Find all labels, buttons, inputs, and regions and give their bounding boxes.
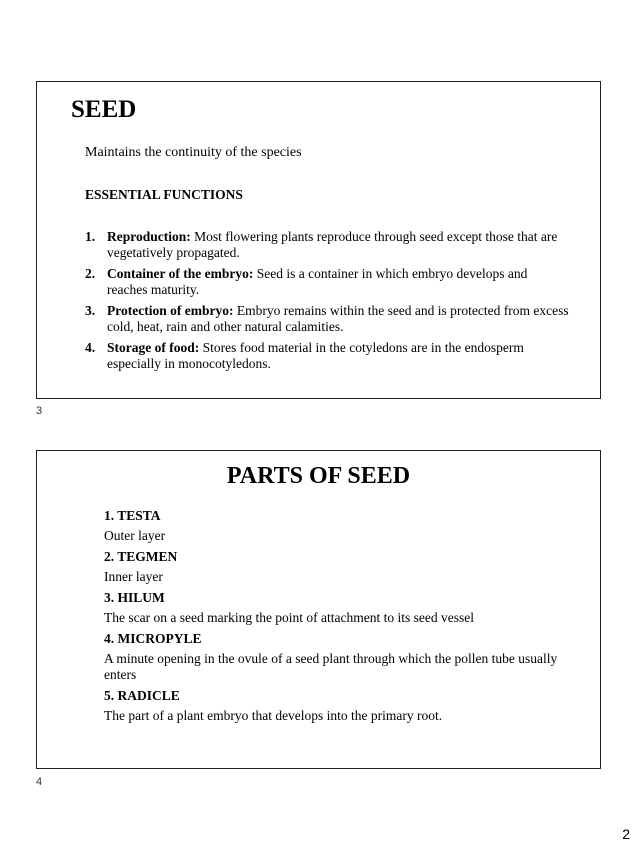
part-name: 3. HILUM [104,590,165,605]
list-item-body [107,303,569,335]
part-name: 1. TESTA [104,508,161,523]
list-item [85,266,569,298]
list-item-number: 4. [85,340,96,355]
list-item-body [107,229,569,261]
part-name: 2. TEGMEN [104,549,178,564]
list-item [104,687,584,724]
list-item-term: Container of the embryo: [107,266,254,281]
slide-title: SEED [71,96,137,123]
part-description: Outer layer [104,528,166,543]
list-item-text: Seed is a container in which embryo develops and reaches maturity. [107,266,528,297]
part-description: The part of a plant embryo that develops into the primary root. [104,708,443,723]
page-number: 2 [622,826,630,842]
list-item [85,229,569,261]
list-item [85,340,569,372]
list-item [85,303,569,335]
list-item-term: Storage of food: [107,340,200,355]
list-item-term: Reproduction: [107,229,191,244]
list-item [104,548,584,585]
list-item [104,630,584,683]
slide-number: 3 [36,405,43,417]
slide-number: 4 [36,776,43,788]
slide-parts-of-seed [36,450,601,769]
list-item-number: 2. [85,266,96,281]
part-name: 5. RADICLE [104,688,180,703]
section-heading: ESSENTIAL FUNCTIONS [85,187,243,202]
list-item-term: Protection of embryo: [107,303,234,318]
list-item-number: 1. [85,229,96,244]
list-item-text: Most flowering plants reproduce through seed except those that are vegetatively propagated. [107,229,558,260]
part-description: Inner layer [104,569,163,584]
list-item-number: 3. [85,303,96,318]
list-item [104,589,584,626]
slide-subtitle: Maintains the continuity of the species [85,145,302,160]
list-item-body [107,266,569,298]
functions-list [85,229,569,377]
part-description: A minute opening in the ovule of a seed plant through which the pollen tube usually enters [104,651,558,682]
slide-seed [36,81,601,399]
part-description: The scar on a seed marking the point of attachment to its seed vessel [104,610,475,625]
list-item-body [107,340,569,372]
list-item-text: Embryo remains within the seed and is protected from excess cold, heat, rain and other natural calamities. [107,303,569,334]
part-name: 4. MICROPYLE [104,631,202,646]
slide-title: PARTS OF SEED [226,463,411,489]
list-item [104,507,584,544]
parts-list [104,507,584,728]
list-item-text: Stores food material in the cotyledons are in the endosperm especially in monocotyledons. [107,340,524,371]
